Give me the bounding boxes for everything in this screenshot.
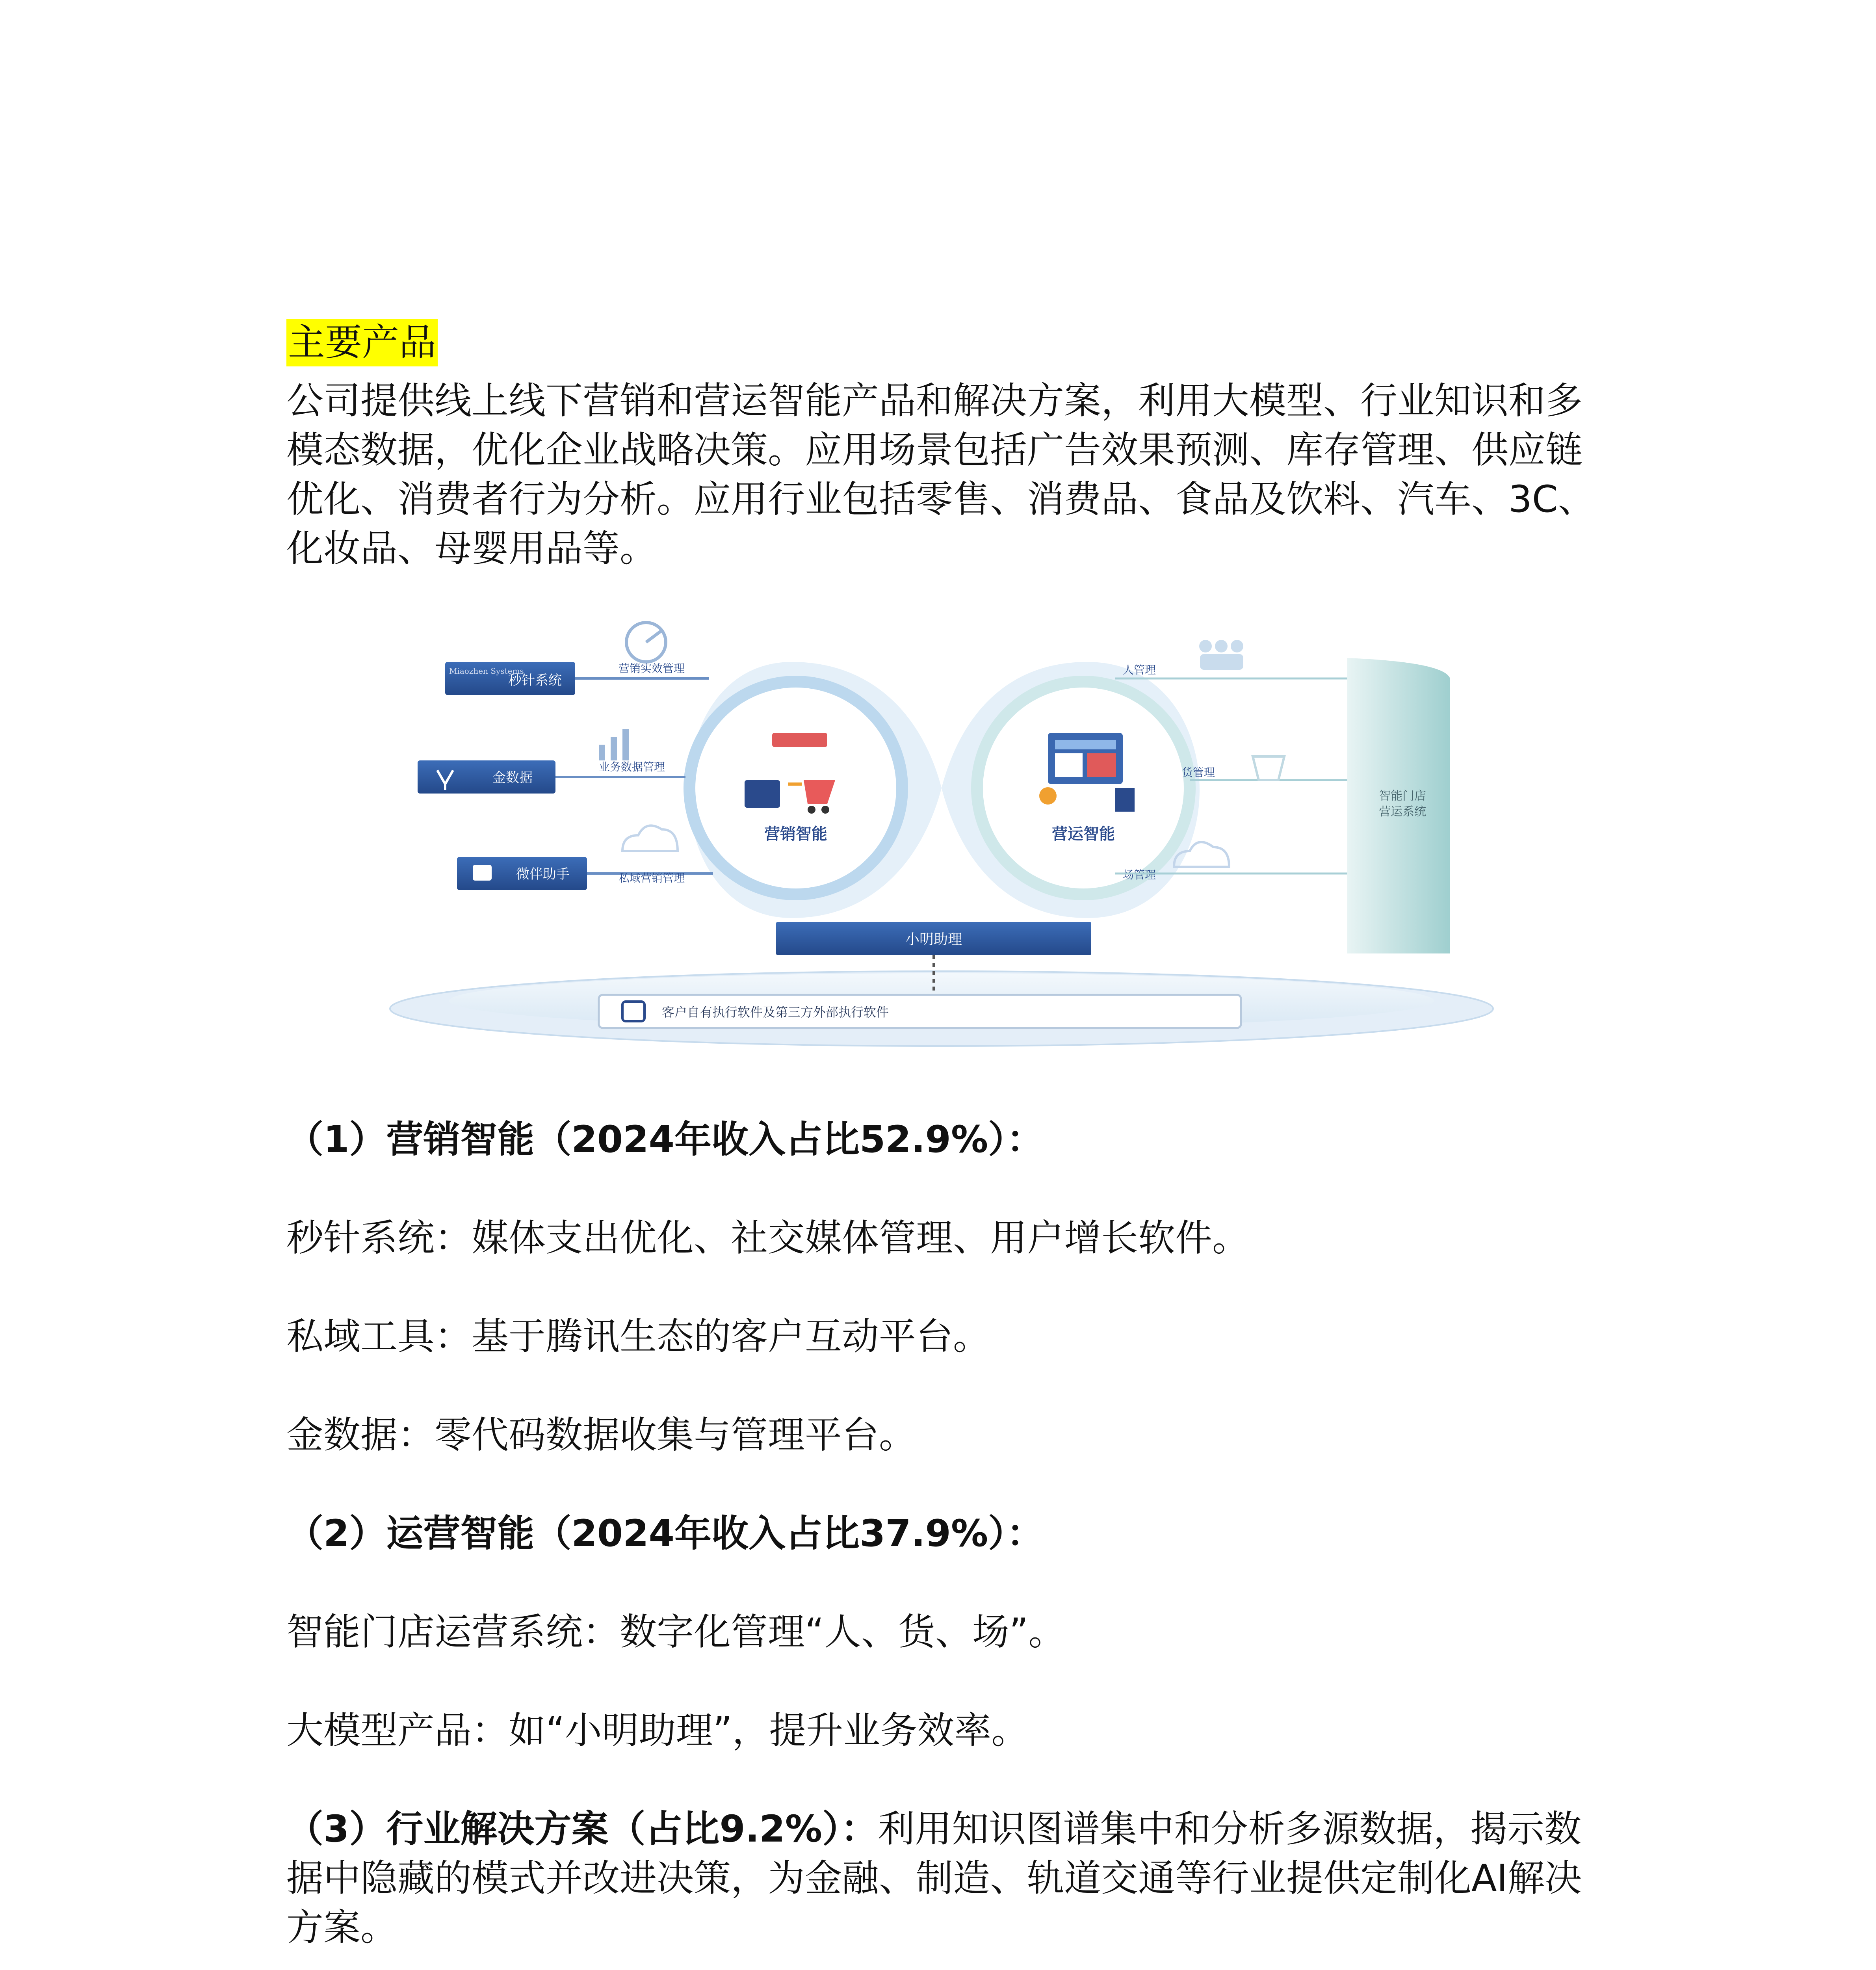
sec1-item-3-block bbox=[286, 1411, 1602, 1460]
section-2-title: （2）运营智能（2024年收入占比37.9%）： bbox=[286, 1512, 1044, 1555]
operations-intelligence-label: 营运智能 bbox=[1052, 825, 1115, 843]
people-icon bbox=[1199, 640, 1243, 670]
left-label-marketing-effect: 营销实效管理 bbox=[619, 662, 685, 675]
section-1-title: （1）营销智能（2024年收入占比52.9%）： bbox=[286, 1118, 1044, 1161]
left-item-miaozhen bbox=[445, 662, 575, 695]
section-3 bbox=[286, 1805, 1602, 1952]
cart-icon bbox=[1253, 756, 1284, 780]
store-system-label-1: 智能门店 bbox=[1379, 789, 1426, 803]
intro-block bbox=[286, 376, 1602, 573]
sec2-item-1-block bbox=[286, 1608, 1602, 1657]
right-label-goods: 货管理 bbox=[1182, 766, 1215, 779]
bar-icon-1 bbox=[599, 729, 629, 760]
section-3-text: 利用知识图谱集中和分析多源数据，揭示数据中隐藏的模式并改进决策，为金融、制造、轨道交通等行业提供定制化AI解决方案。 bbox=[286, 1808, 1582, 1949]
heading-products: 主要产品 bbox=[286, 319, 438, 366]
left-item-label-weiban: 微伴助手 bbox=[516, 866, 570, 882]
sec1-item-miaozhen: 秒针系统：媒体支出优化、社交媒体管理、用户增长软件。 bbox=[286, 1217, 1250, 1260]
execution-software-label: 客户自有执行软件及第三方外部执行软件 bbox=[662, 1005, 889, 1020]
sec2-item-2-block bbox=[286, 1706, 1602, 1755]
diagram-svg bbox=[378, 615, 1513, 1056]
assistant-label: 小明助理 bbox=[905, 931, 962, 948]
store-system-label-2: 营运系统 bbox=[1379, 805, 1426, 819]
marketing-intelligence-label: 营销智能 bbox=[764, 825, 827, 843]
marketing-circle bbox=[689, 682, 902, 894]
section-3-title: （3）行业解决方案（占比9.2%）： bbox=[286, 1808, 878, 1851]
left-item-weiban bbox=[457, 857, 587, 890]
sec1-item-private-domain: 私域工具：基于腾讯生态的客户互动平台。 bbox=[286, 1315, 990, 1358]
section-3-paragraph bbox=[286, 1805, 1602, 1952]
left-label-private-domain: 私域营销管理 bbox=[619, 872, 685, 885]
operations-circle bbox=[977, 682, 1190, 894]
left-item-label-jinshuju: 金数据 bbox=[492, 770, 533, 786]
left-item-label-miaozhen: 秒针系统 bbox=[508, 673, 562, 688]
chart-icon-1 bbox=[626, 623, 666, 662]
section-heading-products bbox=[286, 319, 1602, 366]
sec2-item-store-system: 智能门店运营系统：数字化管理“人、货、场”。 bbox=[286, 1611, 1066, 1654]
right-label-people: 人管理 bbox=[1123, 663, 1156, 676]
section-1 bbox=[286, 1115, 1602, 1164]
intro-paragraph: 公司提供线上线下营销和营运智能产品和解决方案，利用大模型、行业知识和多模态数据，优化企业战略决策。应用场景包括广告效果预测、库存管理、供应链优化、消费者行为分析。应用行业包括零售、消费品、食品及饮料、汽车、3C、化妆品、母婴用品等。 bbox=[286, 379, 1595, 570]
left-item-jinshuju bbox=[418, 760, 555, 794]
left-label-business-data: 业务数据管理 bbox=[599, 760, 665, 773]
section-2 bbox=[286, 1509, 1602, 1558]
right-label-venue: 场管理 bbox=[1123, 868, 1156, 881]
miaozhen-logo-text: Miaozhen Systems bbox=[449, 666, 524, 676]
sec1-item-2-block bbox=[286, 1312, 1602, 1361]
product-architecture-diagram bbox=[378, 615, 1513, 1056]
sec2-item-llm-products: 大模型产品：如“小明助理”，提升业务效率。 bbox=[286, 1709, 1029, 1752]
sec1-item-1-block bbox=[286, 1214, 1602, 1263]
sec1-item-jinshuju: 金数据：零代码数据收集与管理平台。 bbox=[286, 1414, 916, 1457]
cloud-icon-left bbox=[622, 825, 678, 851]
